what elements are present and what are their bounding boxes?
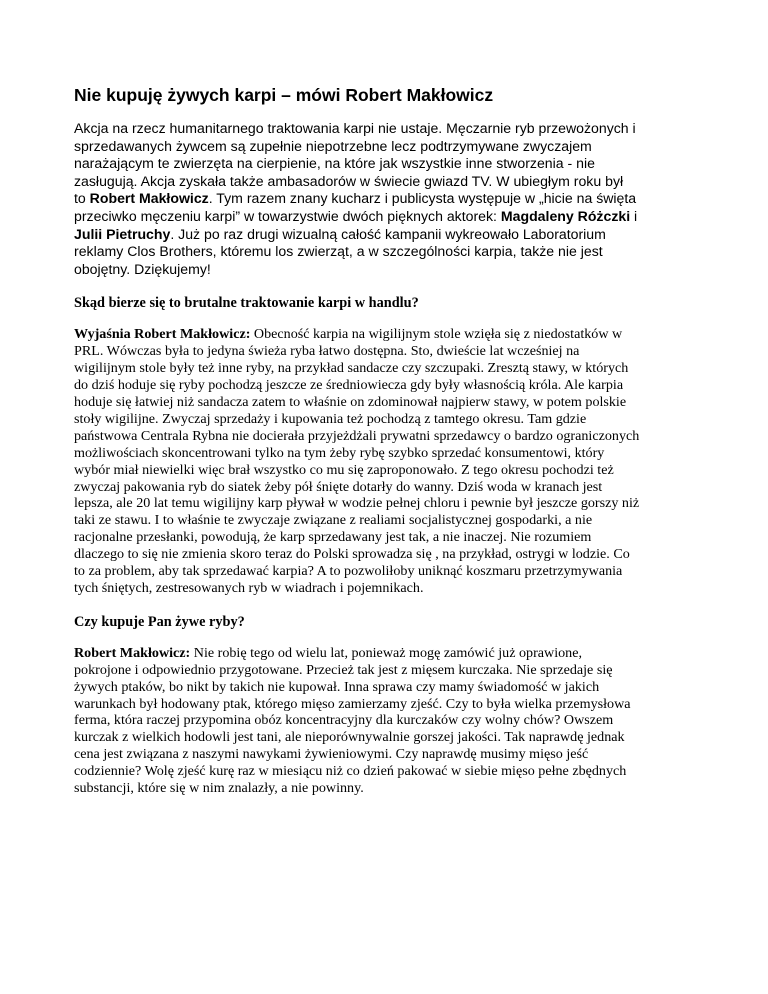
answer-line: dlaczego to się nie zmienia skoro teraz do Polski sprowadza się , na przykład, ostrygi w lodzie. Co <box>74 546 630 563</box>
answer-line: kurczak z wielkich hodowli jest tani, ale nieporównywalnie gorszej jakości. Tak naprawdę jednak <box>74 729 625 746</box>
answer-line: pokrojone i odpowiednio przygotowane. Przecież tak jest z mięsem kurczaka. Nie sprzedaje się <box>74 661 613 678</box>
name-magdalena-rozczka: Magdaleny Różczki <box>500 207 631 224</box>
answer-line: to za problem, aby tak sprzedawać karpia? A to pozwoliłoby uniknąć koszmaru przetrzymywania <box>74 563 623 580</box>
intro-line: sprzedawanych żywcem są zupełnie niepotrzebne lecz podtrzymywane zwyczajem <box>74 137 592 154</box>
speaker-label: Robert Makłowicz: <box>74 644 191 661</box>
intro-line <box>74 190 702 208</box>
answer-paragraph <box>74 645 702 797</box>
intro-text: to <box>74 190 90 207</box>
answer-line: do dziś hoduje się ryby pochodzą jeszcze ze średniowiecza gdy były własnością króla. Ale karpia <box>74 377 624 394</box>
intro-text: przeciwko męczeniu karpi” w towarzystwie dwóch pięknych aktorek: <box>74 207 501 224</box>
answer-line: żywych ptaków, bo nikt by takich nie kupował. Inna sprawa czy mamy świadomość w jakich <box>74 678 600 695</box>
intro-text: . Tym razem znany kucharz i publicysta występuje w „hicie na święta <box>208 190 637 207</box>
answer-line: warunkach był hodowany ptak, którego mięso zamierzamy zjeść. Czy to była wielka przemysłowa <box>74 695 631 712</box>
answer-line: możliwościach skoncentrowani tylko na tym żeby rybę szybko sprzedać konsumentowi, który <box>74 444 605 461</box>
answer-line: zwyczaj pakowania ryb do siatek żeby pół śnięte dotarły do wanny. Dziś woda w kranach jest <box>74 478 603 495</box>
intro-line: Akcja na rzecz humanitarnego traktowania karpi nie ustaje. Męczarnie ryb przewożonych i <box>74 120 636 136</box>
intro-line: zasługują. Akcja zyskała także ambasadorów w świecie gwiazd TV. W ubiegłym roku był <box>74 172 624 189</box>
name-julia-pietrucha: Julii Pietruchy <box>74 225 171 242</box>
intro-line: narażającym te zwierzęta na cierpienie, na które jak wszystkie inne stworzenia - nie <box>74 155 595 172</box>
intro-line: obojętny. Dziękujemy! <box>74 260 211 277</box>
answer-line: taki ze stawu. I to właśnie te zwyczaje związane z realiami socjalistycznej gospodarki, a nie <box>74 512 593 529</box>
answer-line: substancji, które się w nim znalazły, a nie powinny. <box>74 780 364 797</box>
answer-line: cena jest związana z naszymi nawykami żywieniowymi. Czy naprawdę musimy mięso jeść <box>74 746 589 763</box>
question-heading: Skąd bierze się to brutalne traktowanie karpi w handlu? <box>74 295 419 312</box>
answer-line: wigilijnym stole były też inne ryby, na przykład sandacze czy szczupaki. Zresztą stawy, w których <box>74 360 629 377</box>
answer-line: wybór miał niewielki więc brał wszystko co mu się zaproponowało. Z tego okresu pochodzi też <box>74 461 614 478</box>
speaker-label: Wyjaśnia Robert Makłowicz: <box>74 326 251 343</box>
article-title: Nie kupuję żywych karpi – mówi Robert Makłowicz <box>74 85 494 105</box>
answer-paragraph <box>74 326 702 597</box>
intro-line <box>74 208 702 226</box>
intro-text: i <box>630 207 638 224</box>
name-robert-maklowicz: Robert Makłowicz <box>89 190 209 207</box>
answer-text: Obecność karpia na wigilijnym stole wzięła się z niedostatków w <box>250 326 623 343</box>
intro-paragraph <box>74 120 702 278</box>
answer-line: państwowa Centrala Rybna nie docierała przyjeżdżali prywatni sprzedawcy o bardzo ograniczonych <box>74 427 640 444</box>
answer-line: stoły wigilijne. Zwyczaj sprzedaży i kupowania też pochodzą z tamtego okresu. Tam gdzie <box>74 410 587 427</box>
answer-line <box>74 645 702 662</box>
answer-text: Nie robię tego od wielu lat, ponieważ mogę zamówić już oprawione, <box>190 644 583 661</box>
intro-line: reklamy Clos Brothers, któremu los zwierząt, a w szczególności karpia, także nie jest <box>74 243 603 260</box>
question-heading: Czy kupuje Pan żywe ryby? <box>74 613 245 630</box>
answer-line: lepsza, ale 20 lat temu wigilijny karp pływał w wodzie pełnej chloru i pewnie był jeszcze gorszy niż <box>74 495 640 512</box>
answer-line: tych śniętych, zestresowanych ryb w wiadrach i pojemnikach. <box>74 579 424 596</box>
intro-line <box>74 226 702 244</box>
document-page <box>74 84 702 814</box>
answer-line <box>74 326 702 343</box>
answer-line: codziennie? Wolę zjeść kurę raz w miesiącu niż co dzień pakować w siebie mięso pełne zbędnych <box>74 763 627 780</box>
answer-line: racjonalne przesłanki, powodują, że karp sprzedawany jest tak, a nie inaczej. Nie rozumiem <box>74 529 592 546</box>
answer-line: hoduje się łatwiej niż sandacza zatem to właśnie on zdominował najpierw stawy, w potem polskie <box>74 393 627 410</box>
answer-line: PRL. Wówczas była to jedyna świeża ryba łatwo dostępna. Sto, dwieście lat wcześniej na <box>74 343 580 360</box>
answer-line: ferma, która raczej przypomina obóz koncentracyjny dla kurczaków czy wolny chów? Owszem <box>74 712 614 729</box>
intro-text: . Już po raz drugi wizualną całość kampanii wykreowało Laboratorium <box>170 225 606 242</box>
